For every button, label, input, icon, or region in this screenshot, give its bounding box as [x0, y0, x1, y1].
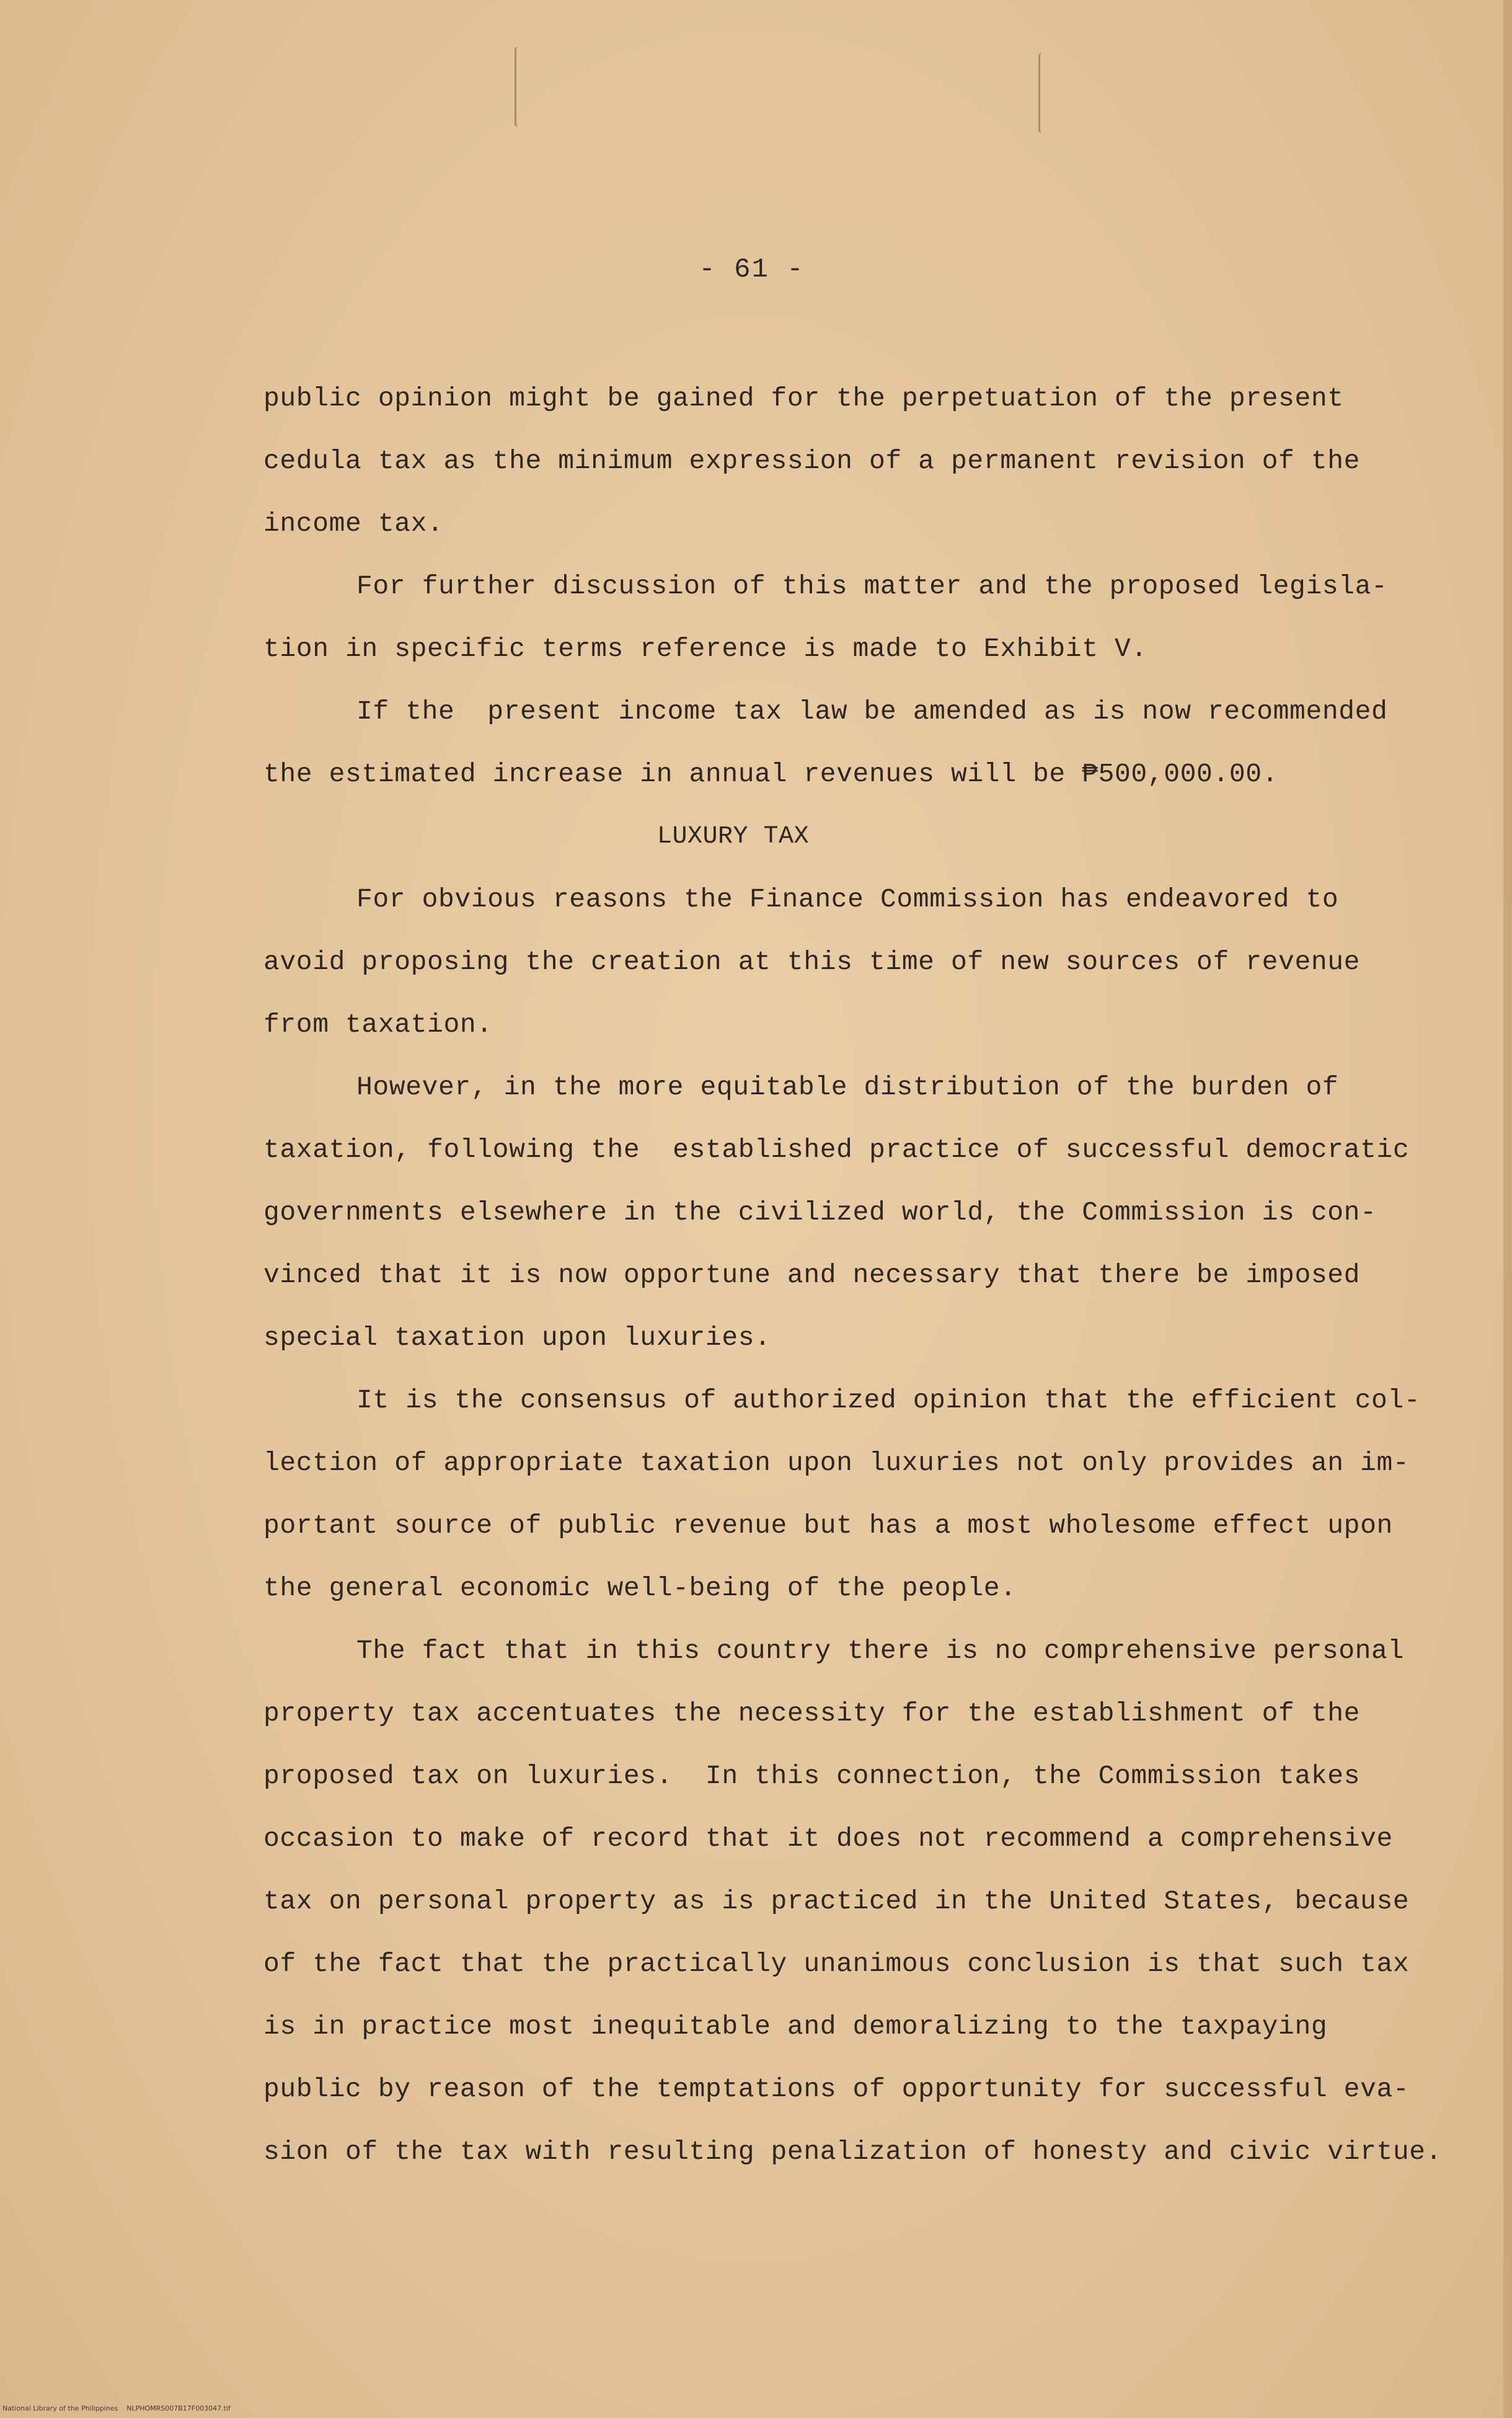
scan-border [1503, 0, 1512, 2418]
text-line: It is the consensus of authorized opinion that the efficient col- [356, 1385, 1421, 1415]
scan-footer [2, 2404, 231, 2412]
text-line: taxation, following the established practice of successful democratic [263, 1135, 1410, 1165]
text-line: portant source of public revenue but has a most wholesome effect upon [263, 1510, 1393, 1541]
text-line: public by reason of the temptations of opportunity for successful eva- [263, 2074, 1410, 2104]
text-line: occasion to make of record that it does not recommend a comprehensive [263, 1823, 1393, 1854]
text-line: avoid proposing the creation at this time of new sources of revenue [263, 947, 1361, 977]
text-line: For obvious reasons the Finance Commission has endeavored to [356, 884, 1339, 914]
text-line: For further discussion of this matter and the proposed legisla- [356, 571, 1388, 601]
page-number: - 61 - [699, 254, 805, 285]
text-line: income tax. [263, 508, 444, 539]
text-line: sion of the tax with resulting penalization of honesty and civic virtue. [263, 2137, 1443, 2167]
punch-hole-right [1038, 53, 1048, 133]
text-line: the estimated increase in annual revenues will be ₱500,000.00. [263, 759, 1279, 789]
text-line: of the fact that the practically unanimous conclusion is that such tax [263, 1949, 1410, 1979]
text-line: the general economic well-being of the people. [263, 1573, 1017, 1603]
punch-hole-left [515, 46, 524, 127]
text-line: proposed tax on luxuries. In this connection, the Commission takes [263, 1761, 1361, 1791]
text-line: If the present income tax law be amended as is now recommended [356, 696, 1388, 727]
footer-credit: National Library of the Philippines [2, 2404, 118, 2412]
text-line: cedula tax as the minimum expression of a permanent revision of the [263, 446, 1361, 476]
text-line: The fact that in this country there is no comprehensive personal [356, 1636, 1404, 1666]
text-line: property tax accentuates the necessity for the establishment of the [263, 1698, 1361, 1729]
text-line: special taxation upon luxuries. [263, 1322, 771, 1353]
text-line: lection of appropriate taxation upon luxuries not only provides an im- [263, 1448, 1410, 1478]
text-line: is in practice most inequitable and demoralizing to the taxpaying [263, 2011, 1328, 2042]
text-line: However, in the more equitable distribution of the burden of [356, 1072, 1339, 1102]
section-heading: LUXURY TAX [657, 823, 810, 851]
footer-file-id: NLPHOMRS007B17F003047.tif [126, 2404, 231, 2412]
text-line: governments elsewhere in the civilized world, the Commission is con- [263, 1197, 1377, 1228]
text-line: public opinion might be gained for the perpetuation of the present [263, 383, 1344, 414]
text-line: tax on personal property as is practiced in the United States, because [263, 1886, 1410, 1916]
text-line: from taxation. [263, 1009, 493, 1040]
text-line: vinced that it is now opportune and necessary that there be imposed [263, 1260, 1361, 1290]
text-line: tion in specific terms reference is made to Exhibit V. [263, 634, 1147, 664]
body-text [263, 377, 1443, 2193]
